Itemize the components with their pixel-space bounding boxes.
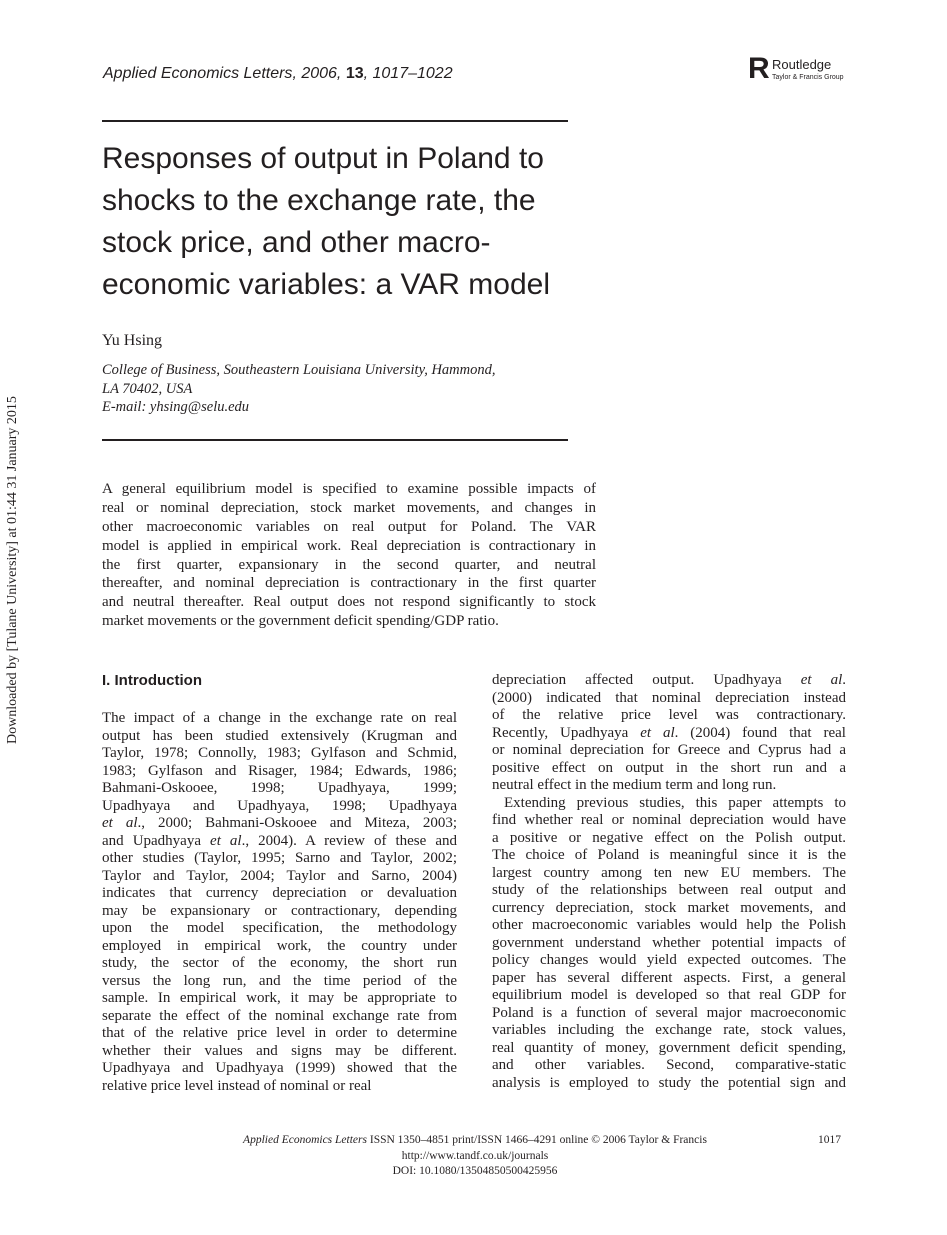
text-segment: output has been studied extensively (Krugman and [102, 727, 457, 744]
text-segment: largest country among ten new EU members. The [492, 864, 846, 881]
publisher-name: Routledge [772, 57, 832, 72]
text-segment: and Upadhyaya [102, 832, 211, 849]
text-line [492, 1022, 846, 1040]
text-line [492, 830, 846, 848]
text-line [492, 812, 846, 830]
text-segment: and other variables. Second, comparative-static [492, 1057, 846, 1073]
text-segment: ., 2000; Bahmani-Oskooee and Miteza, 2003; [137, 815, 457, 831]
journal-year: , 2006, [292, 65, 346, 82]
text-line [102, 815, 457, 833]
text-segment: market movements or the government deficit spending/GDP ratio. [102, 613, 499, 630]
italic-text: et al [800, 672, 843, 688]
text-line [102, 1078, 457, 1096]
text-line [102, 612, 596, 631]
text-segment: Extending previous studies, this paper attempts to [504, 794, 846, 811]
text-line [102, 1060, 457, 1078]
text-line [492, 795, 846, 813]
footer-issn-text: ISSN 1350–4851 print/ISSN 1466–4291 online © 2006 Taylor & Francis [366, 1134, 707, 1146]
text-line [102, 780, 457, 798]
text-line [492, 847, 846, 865]
bottom-rule [102, 439, 568, 441]
text-line [102, 833, 457, 851]
text-segment: paper has several different aspects. First, a general [492, 969, 846, 986]
text-line [102, 728, 457, 746]
text-segment: upon the model specification, the methodology [102, 920, 457, 936]
text-line [102, 938, 457, 956]
text-line [492, 1075, 846, 1093]
title-line: Responses of output in Poland to [102, 142, 544, 175]
left-column-text [102, 710, 457, 1095]
text-line [492, 672, 846, 690]
text-segment: a positive or negative effect on the Polish output. [492, 829, 846, 846]
text-segment: Upadhyaya and Upadhyaya (1999) showed that the [102, 1060, 457, 1076]
text-segment: whether their values and signs may be different. [102, 1042, 457, 1059]
text-line [102, 850, 457, 868]
text-segment: that of the relative price level in order to determine [102, 1025, 457, 1041]
text-segment: 1983; Gylfason and Risager, 1984; Edwards, 1986; [102, 762, 457, 779]
section-heading: I. Introduction [102, 672, 202, 689]
text-segment: the first quarter, expansionary in the second quarter, and neutral [102, 556, 596, 573]
text-line [492, 865, 846, 883]
text-line [492, 987, 846, 1005]
text-segment: thereafter, and nominal depreciation is contractionary in the first quarter [102, 575, 596, 592]
text-segment: A general equilibrium model is specified to examine possible impacts of [102, 481, 596, 497]
text-segment: The choice of Poland is meaningful since it is the [492, 847, 846, 863]
text-segment: relative price level instead of nominal or real [102, 1077, 372, 1094]
text-line [492, 917, 846, 935]
text-line [102, 798, 457, 816]
text-segment: other macroeconomic variables would help the Polish [492, 917, 846, 933]
text-segment: government understand whether potential impacts of [492, 934, 846, 951]
text-line [492, 882, 846, 900]
text-line [102, 1008, 457, 1026]
text-segment: separate the effect of the nominal exchange rate from [102, 1007, 457, 1024]
text-segment: currency depreciation, stock market movements, and [492, 899, 846, 916]
text-segment: other macroeconomic variables on real output for Poland. The VAR [102, 518, 596, 535]
text-line [102, 574, 596, 593]
text-segment: neutral effect in the medium term and long run. [492, 777, 777, 793]
text-line [492, 690, 846, 708]
title-line: stock price, and other macro- [102, 226, 491, 259]
text-line [102, 480, 596, 499]
italic-text: et al [102, 815, 138, 831]
text-line [102, 973, 457, 991]
text-line [102, 710, 457, 728]
text-line [102, 885, 457, 903]
page-number: 1017 [818, 1134, 841, 1146]
title-line: economic variables: a VAR model [102, 268, 550, 301]
routledge-mark-icon: R [748, 52, 770, 85]
abstract [102, 480, 596, 631]
text-line [102, 499, 596, 518]
text-segment: variables including the exchange rate, stock values, [492, 1022, 846, 1038]
publisher-group: Taylor & Francis Group [772, 74, 844, 81]
text-segment: of the relative price level was contractionary. [492, 707, 846, 723]
journal-volume: 13 [345, 65, 364, 82]
text-segment: employed in empirical work, the country under [102, 937, 457, 954]
text-line [492, 935, 846, 953]
text-line [102, 955, 457, 973]
text-line [102, 903, 457, 921]
affiliation-line: College of Business, Southeastern Louisiana University, Hammond, [102, 362, 496, 378]
text-segment: . (2004) found that real [674, 724, 846, 741]
download-watermark: Downloaded by [Tulane University] at 01:44 31 January 2015 [5, 396, 20, 744]
routledge-logo [748, 54, 858, 88]
text-segment: (2000) indicated that nominal depreciation instead [492, 689, 846, 706]
journal-pages: , 1017–1022 [363, 65, 453, 82]
text-line [102, 920, 457, 938]
text-segment: sample. In empirical work, it may be appropriate to [102, 990, 457, 1006]
text-line [102, 593, 596, 612]
text-segment: depreciation affected output. Upadhyaya [492, 672, 801, 688]
text-segment: versus the long run, and the time period of the [102, 972, 457, 989]
text-line [492, 970, 846, 988]
text-segment: find whether real or nominal depreciation would have [492, 812, 846, 828]
text-segment: or nominal depreciation for Greece and Cyprus had a [492, 742, 846, 758]
text-segment: Recently, Upadhyaya [492, 724, 641, 741]
text-segment: positive effect on output in the short run and a [492, 759, 846, 776]
footer-url[interactable]: http://www.tandf.co.uk/journals [401, 1150, 549, 1162]
footer-doi: DOI: 10.1080/13504850500425956 [392, 1165, 558, 1177]
article-title [102, 138, 622, 306]
text-segment: and neutral thereafter. Real output does not respond significantly to stock [102, 594, 596, 611]
text-line [102, 1043, 457, 1061]
text-segment: Upadhyaya and Upadhyaya, 1998; Upadhyaya [102, 797, 457, 814]
author-email: E-mail: yhsing@selu.edu [102, 399, 250, 415]
text-segment: ., 2004). A review of these and [241, 832, 457, 849]
footer-journal: Applied Economics Letters [243, 1134, 367, 1146]
text-segment: analysis is employed to study the potential sign and [492, 1074, 846, 1091]
text-segment: real or nominal depreciation, stock market movements, and changes in [102, 499, 596, 516]
text-line [492, 1057, 846, 1075]
author-name: Yu Hsing [102, 332, 163, 349]
text-segment: may be expansionary or contractionary, depending [102, 902, 457, 919]
text-line [492, 777, 846, 795]
text-line [492, 1040, 846, 1058]
text-segment: Taylor, 1978; Connolly, 1983; Gylfason and Schmid, [102, 745, 457, 761]
text-segment: model is applied in empirical work. Real depreciation is contractionary in [102, 537, 596, 554]
text-segment: Taylor and Taylor, 2004; Taylor and Sarno, 2004) [102, 867, 457, 884]
text-line [492, 707, 846, 725]
author-affiliation [102, 361, 496, 417]
text-line [492, 1005, 846, 1023]
text-line [102, 868, 457, 886]
text-line [102, 537, 596, 556]
text-segment: The impact of a change in the exchange rate on real [102, 710, 457, 726]
text-line [102, 745, 457, 763]
text-line [102, 556, 596, 575]
right-column-text [492, 672, 846, 1092]
text-line [102, 518, 596, 537]
italic-text: et al [210, 832, 242, 849]
text-segment: indicates that currency depreciation or devaluation [102, 885, 457, 901]
title-line: shocks to the exchange rate, the [102, 184, 536, 217]
text-segment: real quantity of money, government deficit spending, [492, 1039, 846, 1056]
text-segment: . [842, 672, 846, 688]
text-segment: other studies (Taylor, 1995; Sarno and Taylor, 2002; [102, 850, 457, 866]
text-line [492, 742, 846, 760]
text-line [492, 725, 846, 743]
text-line [102, 763, 457, 781]
journal-name: Applied Economics Letters [103, 65, 293, 82]
text-line [492, 900, 846, 918]
text-segment: study, the sector of the economy, the short run [102, 955, 457, 971]
text-line [102, 990, 457, 1008]
text-line [492, 952, 846, 970]
text-line [492, 760, 846, 778]
italic-text: et al [640, 724, 675, 741]
text-segment: equilibrium model is developed so that real GDP for [492, 987, 846, 1003]
top-rule [102, 120, 568, 122]
journal-citation [103, 65, 453, 83]
text-segment: Poland is a function of several major macroeconomic [492, 1004, 846, 1021]
text-segment: study of the relationships between real output and [492, 882, 846, 898]
text-segment: Bahmani-Oskooee, 1998; Upadhyaya, 1999; [102, 780, 457, 796]
text-segment: policy changes would yield expected outcomes. The [492, 952, 846, 968]
text-line [102, 1025, 457, 1043]
footer-issn [200, 1134, 750, 1146]
affiliation-line: LA 70402, USA [102, 380, 193, 397]
